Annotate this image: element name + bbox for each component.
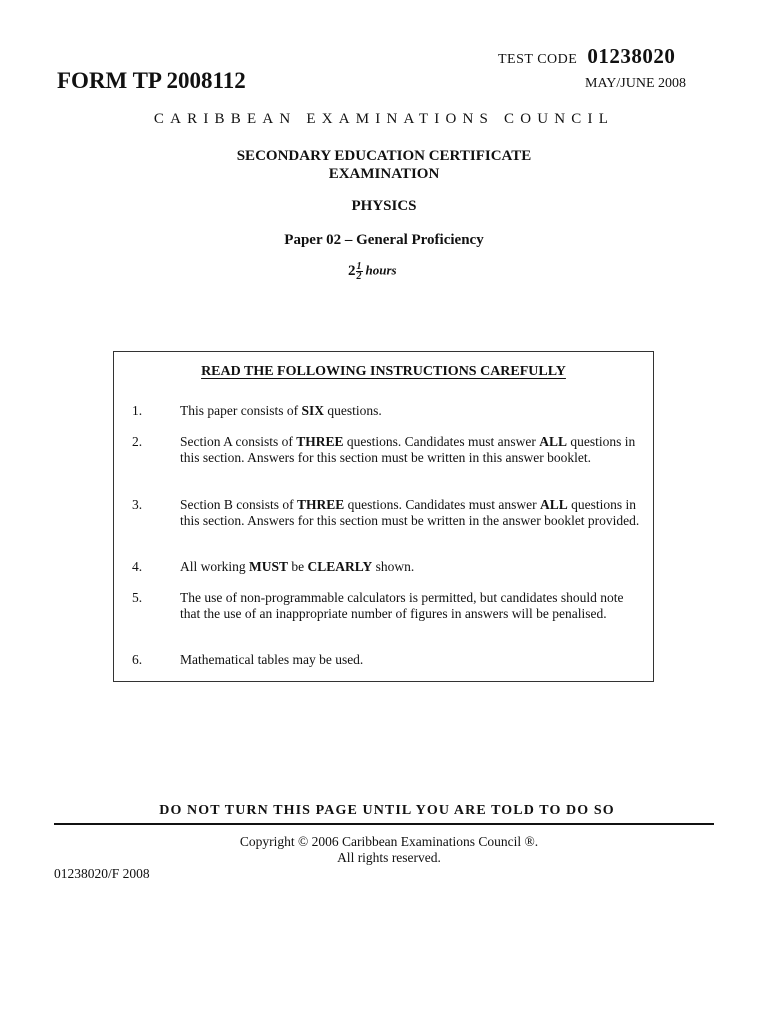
document-code: 01238020/F 2008: [54, 866, 150, 881]
copyright-notice: [0, 834, 768, 866]
instruction-number: 3.: [132, 497, 143, 512]
duration-whole: 2: [348, 263, 356, 279]
test-code: [498, 44, 675, 69]
copyright-line-2: All rights reserved.: [337, 850, 441, 865]
exam-session: MAY/JUNE 2008: [585, 76, 686, 91]
instructions-heading: READ THE FOLLOWING INSTRUCTIONS CAREFULLY: [201, 364, 566, 379]
instruction-text: Mathematical tables may be used.: [180, 652, 364, 667]
council-name: CARIBBEAN EXAMINATIONS COUNCIL: [153, 111, 615, 127]
test-code-label: TEST CODE: [498, 52, 578, 67]
do-not-turn-warning: DO NOT TURN THIS PAGE UNTIL YOU ARE TOLD TO DO SO: [159, 803, 615, 818]
instruction-text: Section A consists of THREE questions. Candidates must answer ALL questions in this section. Answers for this section must be written in this answer booklet.: [180, 434, 636, 465]
instruction-text: All working MUST be CLEARLY shown.: [180, 559, 415, 574]
instructions-box: [113, 351, 654, 682]
instruction-text: The use of non-programmable calculators is permitted, but candidates should note that the use of an inappropriate number of figures in answers will be penalised.: [180, 590, 624, 621]
duration-numerator: 1: [356, 261, 362, 272]
certificate-line-1: SECONDARY EDUCATION CERTIFICATE: [236, 148, 532, 164]
duration-unit: hours: [365, 262, 397, 278]
form-number: FORM TP 2008112: [57, 68, 246, 93]
copyright-line-1: Copyright © 2006 Caribbean Examinations Council ®.: [239, 834, 539, 849]
exam-duration: [348, 262, 397, 281]
instruction-number: 4.: [132, 559, 143, 574]
duration-denominator: 2: [356, 271, 362, 282]
instruction-text: Section B consists of THREE questions. Candidates must answer ALL questions in this section. Answers for this section must be written in the answer booklet provided.: [180, 497, 640, 528]
instruction-number: 5.: [132, 590, 143, 605]
instruction-number: 1.: [132, 403, 143, 418]
instruction-number: 6.: [132, 652, 143, 667]
instruction-number: 2.: [132, 434, 143, 449]
footer-divider: [54, 823, 714, 825]
certificate-title: [0, 147, 768, 183]
instruction-text: This paper consists of SIX questions.: [180, 403, 382, 418]
paper-title: Paper 02 – General Proficiency: [284, 232, 484, 248]
certificate-line-2: EXAMINATION: [328, 166, 440, 182]
test-code-value: 01238020: [587, 44, 676, 68]
duration-fraction: [356, 262, 363, 281]
subject-title: PHYSICS: [351, 198, 417, 214]
